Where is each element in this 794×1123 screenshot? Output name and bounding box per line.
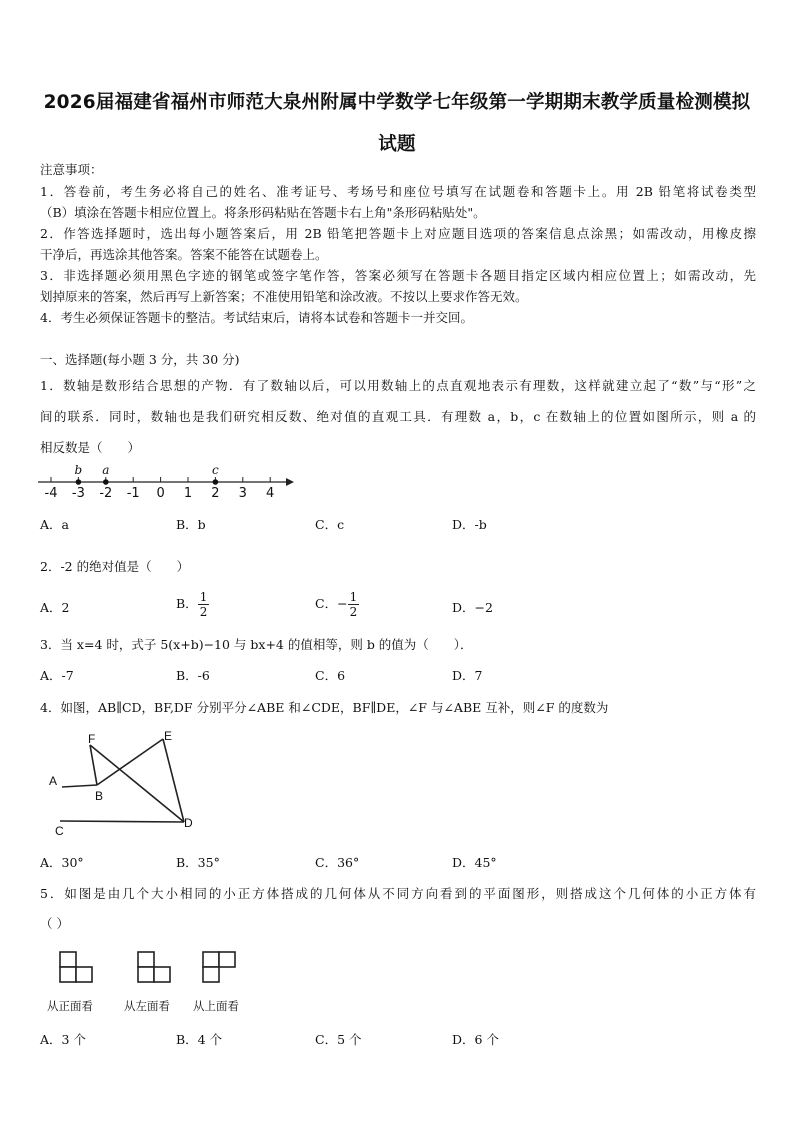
axis-tick-label: -3	[71, 486, 85, 501]
notice-line: 1．答卷前，考生务必将自己的姓名、准考证号、考场号和座位号填写在试题卷和答题卡上。用 2B 铅笔将试卷类型	[40, 184, 756, 199]
question-4-stem: 4．如图，AB∥CD，BF,DF 分别平分∠ABE 和∠CDE，BF∥DE，∠F 与∠ABE 互补，则∠F 的度数为	[40, 700, 609, 715]
axis-tick-label: -1	[126, 486, 140, 501]
view-square	[76, 967, 92, 982]
section-heading: 一、选择题(每小题 3 分，共 30 分)	[40, 352, 240, 367]
front-view-figure	[58, 950, 98, 984]
notice-line: 3．非选择题必须用黑色字迹的钢笔或签字笔作答，答案必须写在答题卡各题目指定区域内相应位置上；如需改动，先	[40, 268, 756, 283]
fraction-numerator: 1	[349, 590, 358, 604]
q1-option-d: D．-b	[452, 517, 487, 532]
question-3-stem: 3．当 x=4 时，式子 5(x+b)−10 与 bx+4 的值相等，则 b 的值为（ ）．	[40, 637, 473, 652]
notice-line: 4．考生必须保证答题卡的整洁。考试结束后，请将本试卷和答题卡一并交回。	[40, 310, 473, 325]
point-label-d: D	[184, 816, 193, 830]
view-square	[60, 952, 76, 967]
notice-heading: 注意事项：	[40, 162, 103, 177]
geometry-figure	[44, 726, 204, 838]
axis-tick-label: 0	[156, 486, 165, 501]
point-label-b: B	[95, 789, 104, 803]
q3-option-d: D．7	[452, 668, 483, 683]
q2-option-b-prefix: B．	[176, 596, 198, 611]
axis-tick-label: 4	[266, 486, 275, 501]
point-label-c: C	[55, 824, 64, 838]
left-view-figure	[136, 950, 176, 984]
question-5-paren: （ ）	[40, 916, 69, 931]
minus-sign: −	[337, 596, 348, 611]
q4-option-a: A．30°	[40, 855, 84, 870]
document-title-line-1: 2026届福建省福州市师范大泉州附属中学数学七年级第一学期期末教学质量检测模拟	[43, 92, 751, 113]
q1-option-b: B．b	[176, 517, 206, 532]
question-1-line: 相反数是（ ）	[40, 440, 141, 455]
notice-line: 2．作答选择题时，选出每小题答案后，用 2B 铅笔把答题卡上对应题目选项的答案信息点涂黑；如需改动，用橡皮擦	[40, 226, 756, 241]
point-label-f: F	[88, 732, 96, 746]
view-square	[219, 952, 235, 967]
q3-option-a: A．-7	[40, 668, 74, 683]
point-b	[76, 479, 82, 485]
q5-option-c: C．5 个	[315, 1032, 362, 1047]
q4-option-b: B．35°	[176, 855, 220, 870]
q4-option-d: D．45°	[452, 855, 497, 870]
q1-option-c: C．c	[315, 517, 345, 532]
view-caption-left: 从左面看	[124, 999, 170, 1013]
q2-option-c-prefix: C．	[315, 596, 338, 611]
axis-tick-label: -4	[44, 486, 58, 501]
axis-arrow-icon	[286, 478, 294, 486]
view-square	[203, 967, 219, 982]
point-label-b: b	[74, 463, 83, 477]
question-5-stem: 5．如图是由几个大小相同的小正方体搭成的几何体从不同方向看到的平面图形，则搭成这个几何体的小正方体有	[40, 886, 756, 901]
q5-option-d: D．6 个	[452, 1032, 499, 1047]
axis-tick-label: 2	[211, 486, 220, 501]
view-square	[138, 967, 154, 982]
top-view-figure	[201, 950, 241, 984]
fraction-denominator: 2	[349, 605, 358, 619]
view-square	[60, 967, 76, 982]
q2-option-b	[176, 590, 209, 619]
q2-option-c	[315, 590, 359, 619]
view-square	[203, 952, 219, 967]
question-1-line: 间的联系．同时，数轴也是我们研究相反数、绝对值的直观工具．有理数 a，b，c 在数轴上的位置如图所示，则 a 的	[40, 409, 756, 424]
fraction-denominator: 2	[199, 605, 208, 619]
fraction-numerator: 1	[199, 590, 208, 604]
point-label-e: E	[164, 729, 173, 743]
view-caption-top: 从上面看	[193, 999, 239, 1013]
view-caption-front: 从正面看	[47, 999, 93, 1013]
point-a	[103, 479, 109, 485]
q3-option-b: B．-6	[176, 668, 210, 683]
point-label-c: c	[212, 463, 219, 477]
q1-option-a: A．a	[40, 517, 69, 532]
point-label-a: a	[102, 463, 110, 477]
notice-line: 划掉原来的答案，然后再写上新答案；不准使用铅笔和涂改液。不按以上要求作答无效。	[40, 289, 528, 304]
notice-line: （B）填涂在答题卡相应位置上。将条形码粘贴在答题卡右上角"条形码粘贴处"。	[40, 205, 486, 220]
q2-option-d: D．−2	[452, 600, 493, 615]
axis-tick-label: 1	[183, 486, 193, 501]
q5-option-b: B．4 个	[176, 1032, 223, 1047]
segment-bf	[90, 745, 97, 785]
q5-option-a: A．3 个	[40, 1032, 86, 1047]
segment-cd	[60, 821, 184, 822]
question-1-line: 1．数轴是数形结合思想的产物．有了数轴以后，可以用数轴上的点直观地表示有理数，这样就建立起了“数”与“形”之	[40, 378, 756, 393]
number-line-figure	[36, 460, 298, 502]
view-square	[154, 967, 170, 982]
segment-ed	[163, 739, 184, 822]
axis-tick-label: 3	[238, 486, 247, 501]
point-label-a: A	[49, 774, 58, 788]
segment-ab	[62, 785, 97, 787]
q4-option-c: C．36°	[315, 855, 360, 870]
q2-option-a: A．2	[40, 600, 70, 615]
view-square	[138, 952, 154, 967]
q2-option-b-fraction	[198, 590, 210, 619]
question-2-stem: 2．-2 的绝对值是（ ）	[40, 559, 190, 574]
q2-option-c-fraction	[348, 590, 360, 619]
document-title-line-2: 试题	[378, 134, 416, 155]
notice-line: 干净后，再选涂其他答案。答案不能答在试题卷上。	[40, 247, 328, 262]
axis-tick-label: -2	[99, 486, 113, 501]
point-c	[213, 479, 219, 485]
q3-option-c: C．6	[315, 668, 346, 683]
